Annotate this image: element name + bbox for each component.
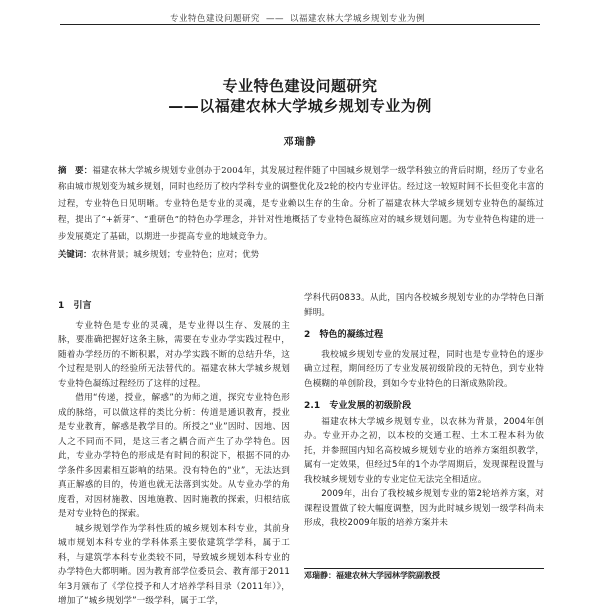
article-subtitle: ——以福建农林大学城乡规划专业为例 <box>168 97 432 115</box>
left-paragraph-3: 城乡规划学作为学科性质的城乡规划本科专业，其前身城市规划本科专业的学科体系主要依建筑学学科，属于工科，与建筑学本科专业类较不同，导致城乡规划本科专业的办学特色大都明晰。因为教育部学位委员会、教育部于2011年3月颁布了《学位授予和人才培养学科目录（2011年）》，增加了“城乡规划学”一级学科，属于工学， <box>58 523 290 606</box>
right-paragraph-2: 福建农林大学城乡规划专业，以农林为背景，2004年创办。专业开办之初，以本校的交通工程、土木工程本科为依托，并参照国内知名高校城乡规划专业的培养方案组织教学，属有一定效果，但经过5年的1个办学周期后，发现课程设置与我校城乡规划专业的专业定位无法完全相适应。 <box>304 416 544 485</box>
section-1-heading: 1 引言 <box>58 301 92 311</box>
right-paragraph-1: 我校城乡规划专业的发展过程，同时也是专业特色的逐步确立过程，期间经历了专业发展初级阶段的无特色，到专业特色模糊的单创阶段，到如今专业特色的日渐成熟阶段。 <box>304 349 544 389</box>
running-head-left: 专业特色建设问题研究 <box>170 14 261 24</box>
section-2-heading: 2 特色的凝练过程 <box>304 330 384 340</box>
left-paragraph-2: 借用“传递，授业，解惑”的为师之道，探究专业特色形成的脉络，可以做这样的类比分析：传道是通识教育，授业是专业教育，解惑是教学目的。所授之“业”因时、因地、因人之不同而不同，是这三者之耦合而产生了办学特色。因此，专业办学特色的形成是有时间的积淀下，根据不同的办学条件多因素相互影响的结果。没有特色的“业”，无法达到真正解惑的目的，传道也就无法落到实处。从专业办学的角度看，对因材施教、因地施教、因时施教的探索，归根结底是对专业特色的探索。 <box>58 393 290 519</box>
article-title: 专业特色建设问题研究 <box>222 77 378 95</box>
keywords <box>58 246 544 262</box>
author-footnote: 邓瑞静：福建农林大学园林学院副教授 <box>304 571 440 580</box>
author-name: 邓瑞静 <box>283 137 317 148</box>
abstract-label: 摘 要： <box>58 165 93 175</box>
left-paragraph-1: 专业特色是专业的灵魂，是专业得以生存、发展的主脉，要准确把握好这条主脉，需要在专业办学实践过程中，随着办学经历的不断积累，对办学实践不断的总结升华，这个过程是别人的经验所无法替代的。福建农林大学城乡规划专业特色凝练过程经历了这样的过程。 <box>58 320 290 389</box>
right-column <box>304 291 544 531</box>
keywords-label: 关键词： <box>58 249 92 259</box>
section-2-1-heading: 2.1 专业发展的初级阶段 <box>304 401 412 411</box>
abstract <box>58 162 544 244</box>
left-column <box>58 291 290 609</box>
running-head-right: 以福建农林大学城乡规划专业为例 <box>290 14 426 24</box>
right-paragraph-0: 学科代码0833。从此，国内各校城乡规划专业的办学特色日渐鲜明。 <box>304 293 544 318</box>
abstract-text: 福建农林大学城乡规划专业创办于2004年，其发展过程伴随了中国城乡规划学一级学科独立的背后时期，经历了专业名称由城市规划变为城乡规划，同时也经历了校内学科专业的调整优化及2轮的校内专业评估。经过这一较短时间不长但变化丰富的过程，专业特色日见明晰。专业特色是专业的灵魂，是专业赖以生存的生命。分析了福建农林大学城乡规划专业特色的凝练过程，提出了“+新芽”、“重研色”的特色办学理念，并针对性地概括了专业特色凝练应对的城乡规划问题。为专业特色构建的进一步发展奠定了基础，以期进一步提高专业的地域竞争力。 <box>58 165 544 241</box>
header-rule <box>60 24 540 25</box>
running-head <box>170 12 470 24</box>
running-head-separator: —— <box>266 14 285 24</box>
right-paragraph-3: 2009年，出台了我校城乡规划专业的第2轮培养方案，对课程设置做了较大幅度调整，因为此时城乡规划一级学科尚未形成，我校2009年版的培养方案并未 <box>304 489 544 528</box>
footer-rule <box>304 568 544 569</box>
keywords-text: 农林背景；城乡规划；专业特色；应对；优势 <box>91 249 259 259</box>
